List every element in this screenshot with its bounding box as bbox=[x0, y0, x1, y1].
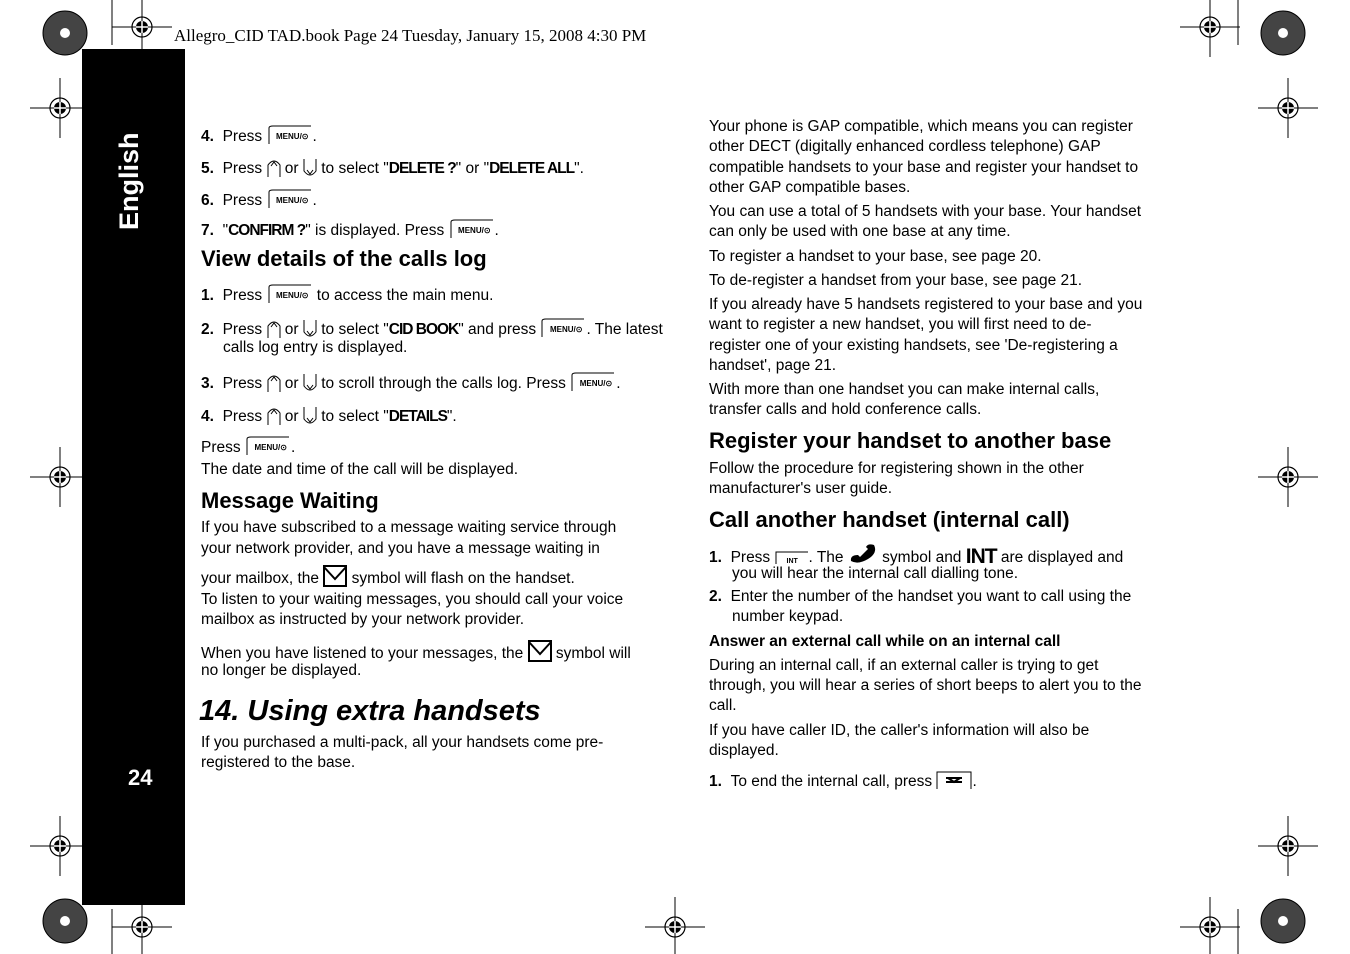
callerid-line2: displayed. bbox=[709, 742, 779, 759]
answer-line3: call. bbox=[709, 697, 737, 714]
gap-para-line1: Your phone is GAP compatible, which means you can register bbox=[709, 118, 1133, 135]
gap-para-line4: other GAP compatible bases. bbox=[709, 179, 911, 196]
int-key-icon: INT bbox=[775, 549, 809, 565]
down-arrow-icon bbox=[303, 318, 317, 340]
date-time-text: The date and time of the call will be displayed. bbox=[201, 461, 519, 478]
total-para-line1: You can use a total of 5 handsets with your base. Your handset bbox=[709, 203, 1142, 220]
deregister-ref: To de-register a handset from your base, see page 21. bbox=[709, 272, 1083, 289]
step-press-menu: 4. Press MENU/⊙ . bbox=[201, 124, 317, 147]
heading-message-waiting: Message Waiting bbox=[201, 488, 379, 513]
five-para-line3: register one of your existing handsets, see 'De-registering a bbox=[709, 337, 1118, 354]
mw-para3-line2: no longer be displayed. bbox=[201, 662, 362, 679]
answer-line2: through, you will hear a series of short beeps to alert you to the bbox=[709, 677, 1142, 694]
page-number: 24 bbox=[128, 765, 153, 790]
down-arrow-icon bbox=[303, 157, 317, 179]
register-ref: To register a handset to your base, see page 20. bbox=[709, 248, 1042, 265]
five-para-line1: If you already have 5 handsets registered to your base and you bbox=[709, 296, 1143, 313]
extra-line1: If you purchased a multi-pack, all your handsets come pre- bbox=[201, 734, 604, 751]
envelope-icon bbox=[323, 565, 347, 587]
gap-para-line3: compatible handsets to your base and register your handset to bbox=[709, 159, 1139, 176]
total-para-line2: can only be used with one base at any time. bbox=[709, 223, 1011, 240]
callerid-line1: If you have caller ID, the caller's information will also be bbox=[709, 722, 1090, 739]
calls-step-4: 4. Press or to select "DETAILS". bbox=[201, 405, 457, 427]
int-logo-icon: INT bbox=[965, 545, 997, 568]
press-menu-line: Press MENU/⊙ . bbox=[201, 435, 295, 458]
book-header: Allegro_CID TAD.book Page 24 Tuesday, January 15, 2008 4:30 PM bbox=[174, 26, 647, 45]
internal-para-line2: transfer calls and hold conference calls. bbox=[709, 401, 982, 418]
step-press-menu-2: 6. Press MENU/⊙ . bbox=[201, 188, 317, 211]
step-select-delete: 5. Press or to select "DELETE ?" or "DELETE ALL". bbox=[201, 157, 584, 179]
mw-para2-line2: mailbox as instructed by your network provider. bbox=[201, 611, 525, 628]
envelope-icon bbox=[528, 640, 552, 662]
up-arrow-icon bbox=[267, 157, 281, 179]
menu-key-icon: MENU/⊙ bbox=[267, 188, 313, 210]
heading-internal-call: Call another handset (internal call) bbox=[709, 507, 1070, 532]
step-confirm: 7. "CONFIRM ?" is displayed. Press MENU/⊙ . bbox=[201, 218, 499, 241]
extra-line2: registered to the base. bbox=[201, 754, 356, 771]
down-arrow-icon bbox=[303, 405, 317, 427]
up-arrow-icon bbox=[267, 405, 281, 427]
mw-para1-line2: your network provider, and you have a message waiting in bbox=[201, 540, 600, 557]
internal-step-1: 1. Press INT . The symbol and INT are displayed and bbox=[709, 545, 1124, 568]
phone-icon bbox=[848, 543, 878, 565]
up-arrow-icon bbox=[267, 372, 281, 394]
internal-para-line1: With more than one handset you can make internal calls, bbox=[709, 381, 1100, 398]
mw-para2-line1: To listen to your waiting messages, you should call your voice bbox=[201, 591, 624, 608]
down-arrow-icon bbox=[303, 372, 317, 394]
calls-step-1: 1. Press MENU/⊙ to access the main menu. bbox=[201, 283, 493, 306]
internal-step-2: 2. Enter the number of the handset you want to call using the bbox=[709, 588, 1132, 605]
menu-key-icon: MENU/⊙ bbox=[245, 435, 291, 457]
section-title-extra-handsets: 14. Using extra handsets bbox=[199, 695, 541, 727]
mw-para1-line3: your mailbox, the symbol will flash on the handset. bbox=[201, 565, 575, 589]
up-arrow-icon bbox=[267, 318, 281, 340]
internal-step-2-line2: number keypad. bbox=[732, 608, 844, 625]
register-line1: Follow the procedure for registering shown in the other bbox=[709, 460, 1084, 477]
heading-calls-log: View details of the calls log bbox=[201, 246, 487, 271]
heading-register-another-base: Register your handset to another base bbox=[709, 428, 1112, 453]
menu-key-icon: MENU/⊙ bbox=[570, 371, 616, 393]
heading-answer-external: Answer an external call while on an internal call bbox=[709, 633, 1061, 650]
hang-up-key-icon bbox=[936, 770, 972, 790]
sidebar-language-label: English bbox=[114, 132, 144, 230]
calls-step-3: 3. Press or to scroll through the calls log. Press MENU/⊙ . bbox=[201, 371, 621, 394]
end-call-step: 1. To end the internal call, press . bbox=[709, 770, 977, 792]
calls-step-2: 2. Press or to select "CID BOOK" and press MENU/⊙ . The latest bbox=[201, 317, 663, 340]
register-line2: manufacturer's user guide. bbox=[709, 480, 893, 497]
internal-step-1-line2: you will hear the internal call dialling tone. bbox=[732, 565, 1019, 582]
menu-key-icon: MENU/⊙ bbox=[449, 218, 495, 240]
mw-para1-line1: If you have subscribed to a message waiting service through bbox=[201, 519, 617, 536]
five-para-line4: handset', page 21. bbox=[709, 357, 837, 374]
menu-key-icon: MENU/⊙ bbox=[267, 124, 313, 146]
calls-step-2-line2: calls log entry is displayed. bbox=[223, 339, 408, 356]
menu-key-icon: MENU/⊙ bbox=[540, 317, 586, 339]
answer-line1: During an internal call, if an external caller is trying to get bbox=[709, 657, 1099, 674]
menu-key-icon: MENU/⊙ bbox=[267, 283, 313, 305]
mw-para3-line1: When you have listened to your messages, the symbol will bbox=[201, 640, 631, 664]
gap-para-line2: other DECT (digitally enhanced cordless telephone) GAP bbox=[709, 138, 1101, 155]
five-para-line2: want to register a new handset, you will first need to de- bbox=[709, 316, 1092, 333]
